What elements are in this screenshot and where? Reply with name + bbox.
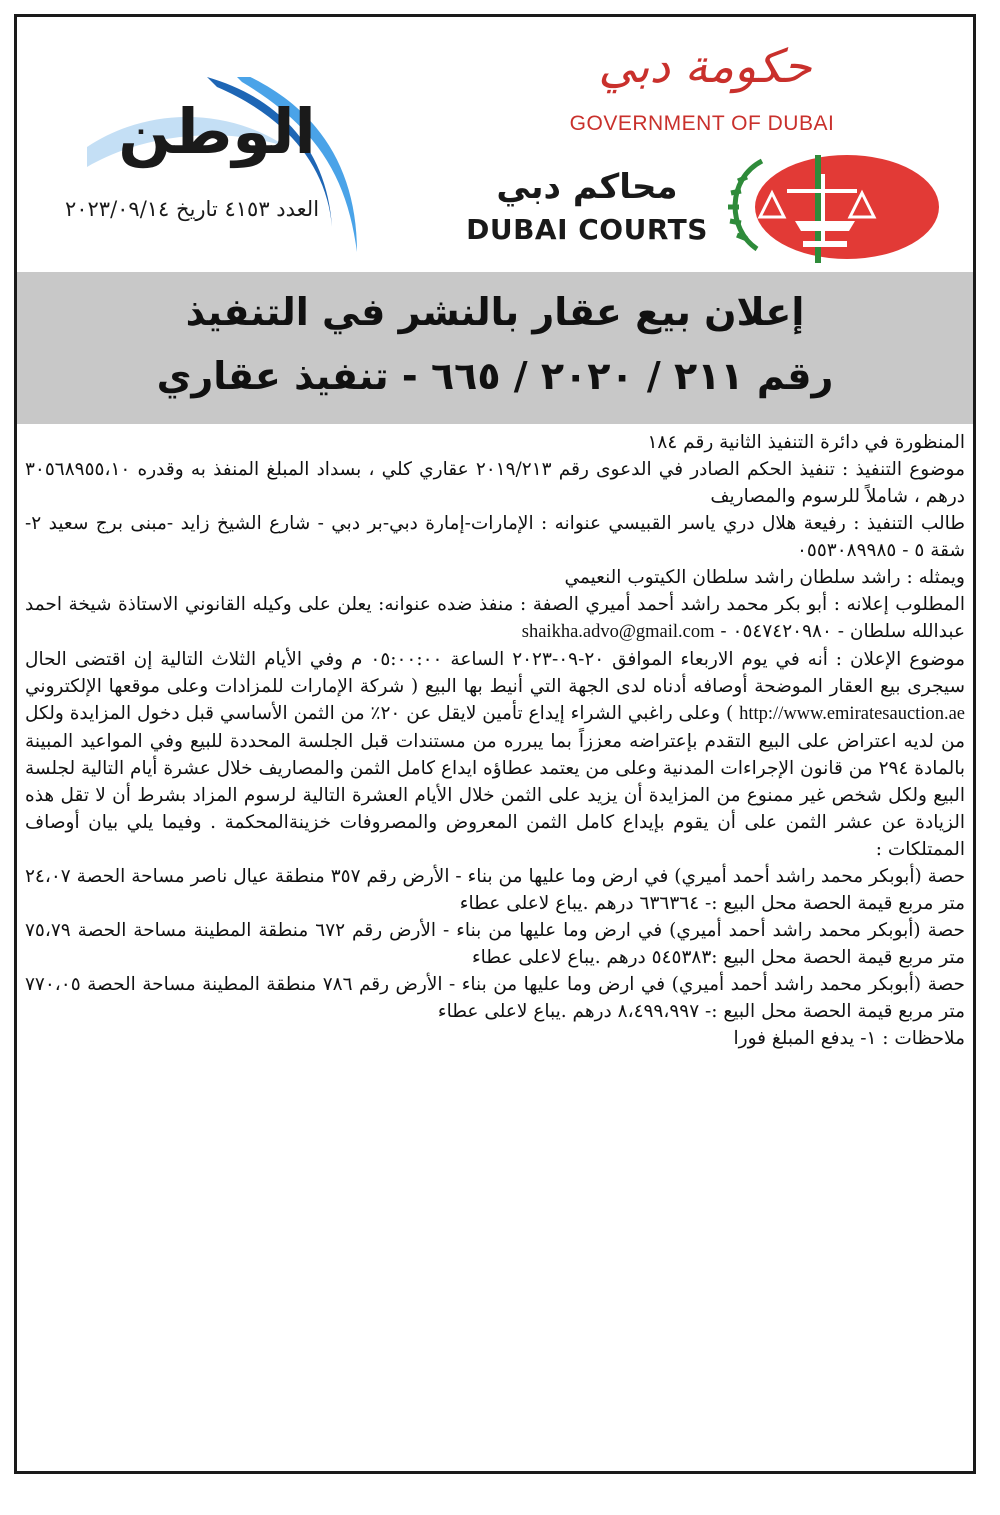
auction-website-link[interactable]: http://www.emiratesauction.ae <box>739 704 965 724</box>
respondent-email-link[interactable]: shaikha.advo@gmail.com <box>521 622 715 642</box>
notice-text-start: موضوع الإعلان : أنه في يوم الاربعاء الموافق ٢٠-٠٩-٢٠٢٣ الساعة ٠٥:٠٠:٠٠ م وفي الأيام الثلاث التالية إن اقتضى الحال سيجرى بيع العقار الموضحة أوصافه أدناه لدى الجهة التي أنيط بها البيع ( شركة الإمارات للمزادات وعلى موقعها الإلكتروني <box>25 649 965 697</box>
courts-arabic-name: محاكم دبي <box>496 167 678 207</box>
body-paragraph-representative: ويمثله : راشد سلطان راشد سلطان الكيتوب النعيمي <box>564 567 965 588</box>
header <box>17 17 973 272</box>
body-paragraph-circuit: المنظورة في دائرة التنفيذ الثانية رقم ١٨٤ <box>647 432 965 453</box>
courts-english-name: DUBAI COURTS <box>466 213 708 246</box>
title-banner <box>17 272 973 424</box>
announcement-frame <box>14 14 976 1474</box>
title-line-2: رقم ٢١١ / ٢٠٢٠ / ٦٦٥ - تنفيذ عقاري <box>156 354 834 398</box>
announcement-body <box>25 429 965 1052</box>
scales-of-justice-icon <box>717 149 942 269</box>
body-paragraph-notes: ملاحظات : ١- يدفع المبلغ فورا <box>733 1028 965 1049</box>
body-paragraph-subject: موضوع التنفيذ : تنفيذ الحكم الصادر في الدعوى رقم ٢٠١٩/٢١٣ عقاري كلي ، بسداد المبلغ المنفذ به وقدره ٣٠٥٦٨٩٥٥،١٠ درهم ، شاملاً للرسوم والمصاريف <box>25 459 965 507</box>
newspaper-name: الوطن <box>118 95 316 168</box>
notice-text-end: ) وعلى راغبي الشراء إيداع تأمين لايقل عن ٢٠٪ من الثمن الأساسي قبل دخول المزايدة ولكل من لديه اعتراض على البيع التقدم بإعتراضه معززاً بما يبرره من مستندات قبل الجلسة المحددة للبيع وفي المواعيد المبينة بالمادة ٢٩٤ من قانون الإجراءات المدنية وعلى من يعتمد عطاؤه ايداع كامل الثمن والمصاريف خلال عشرة أيام التالية لجلسة البيع ولكل شخص غير ممنوع من المزايدة أن يزيد على الثمن خلال الأيام العشرة التالية لرسوم المزاد بشرط أن لا تقل هذه الزيادة عن عشر الثمن على أن يقوم بإيداع كامل الثمن المعروض والمصروفات خزينةالمحكمة . وفيما يلي بيان أوصاف الممتلكات : <box>25 703 965 860</box>
title-line-1: إعلان بيع عقار بالنشر في التنفيذ <box>185 290 805 334</box>
body-paragraph-respondent <box>25 591 965 646</box>
newspaper-masthead <box>27 77 377 267</box>
government-arabic-logo: حكومة دبي <box>598 39 812 93</box>
body-paragraph-claimant: طالب التنفيذ : رفيعة هلال دري ياسر القبيسي عنوانه : الإمارات-إمارة دبي-بر دبي - شارع الشيخ زايد -مبنى برج سعيد ٢-شقة ٥ - ٠٥٥٣٠٨٩٩٨٥ <box>25 513 965 561</box>
property-share-357: حصة (أبوبكر محمد راشد أحمد أميري) في ارض وما عليها من بناء - الأرض رقم ٣٥٧ منطقة عيال ناصر مساحة الحصة ٢٤،٠٧ متر مربع قيمة الحصة محل البيع :- ٦٣٦٣٦٤ درهم .يباع لاعلى عطاء <box>25 866 966 914</box>
property-share-672: حصة (أبوبكر محمد راشد أحمد أميري) في ارض وما عليها من بناء - الأرض رقم ٦٧٢ منطقة المطينة مساحة الحصة ٧٥،٧٩ متر مربع قيمة الحصة محل البيع :٥٤٥٣٨٣ درهم .يباع لاعلى عطاء <box>25 920 965 968</box>
property-share-786: حصة (أبوبكر محمد راشد أحمد أميري) في ارض وما عليها من بناء - الأرض رقم ٧٨٦ منطقة المطينة مساحة الحصة ٧٧٠،٠٥ متر مربع قيمة الحصة محل البيع :- ٨،٤٩٩،٩٩٧ درهم .يباع لاعلى عطاء <box>25 974 965 1022</box>
issue-date: العدد ٤١٥٣ تاريخ ٢٠٢٣/٠٩/١٤ <box>64 197 320 221</box>
respondent-text: المطلوب إعلانه : أبو بكر محمد راشد أحمد أميري الصفة : منفذ ضده عنوانه: يعلن على وكيله القانوني الاستاذة شيخة احمد عبدالله سلطان - ٠٥٤٧٤٢٠٩٨٠ - <box>25 594 965 642</box>
body-paragraph-notice <box>25 646 965 863</box>
government-english-name: GOVERNMENT OF DUBAI <box>569 112 835 135</box>
